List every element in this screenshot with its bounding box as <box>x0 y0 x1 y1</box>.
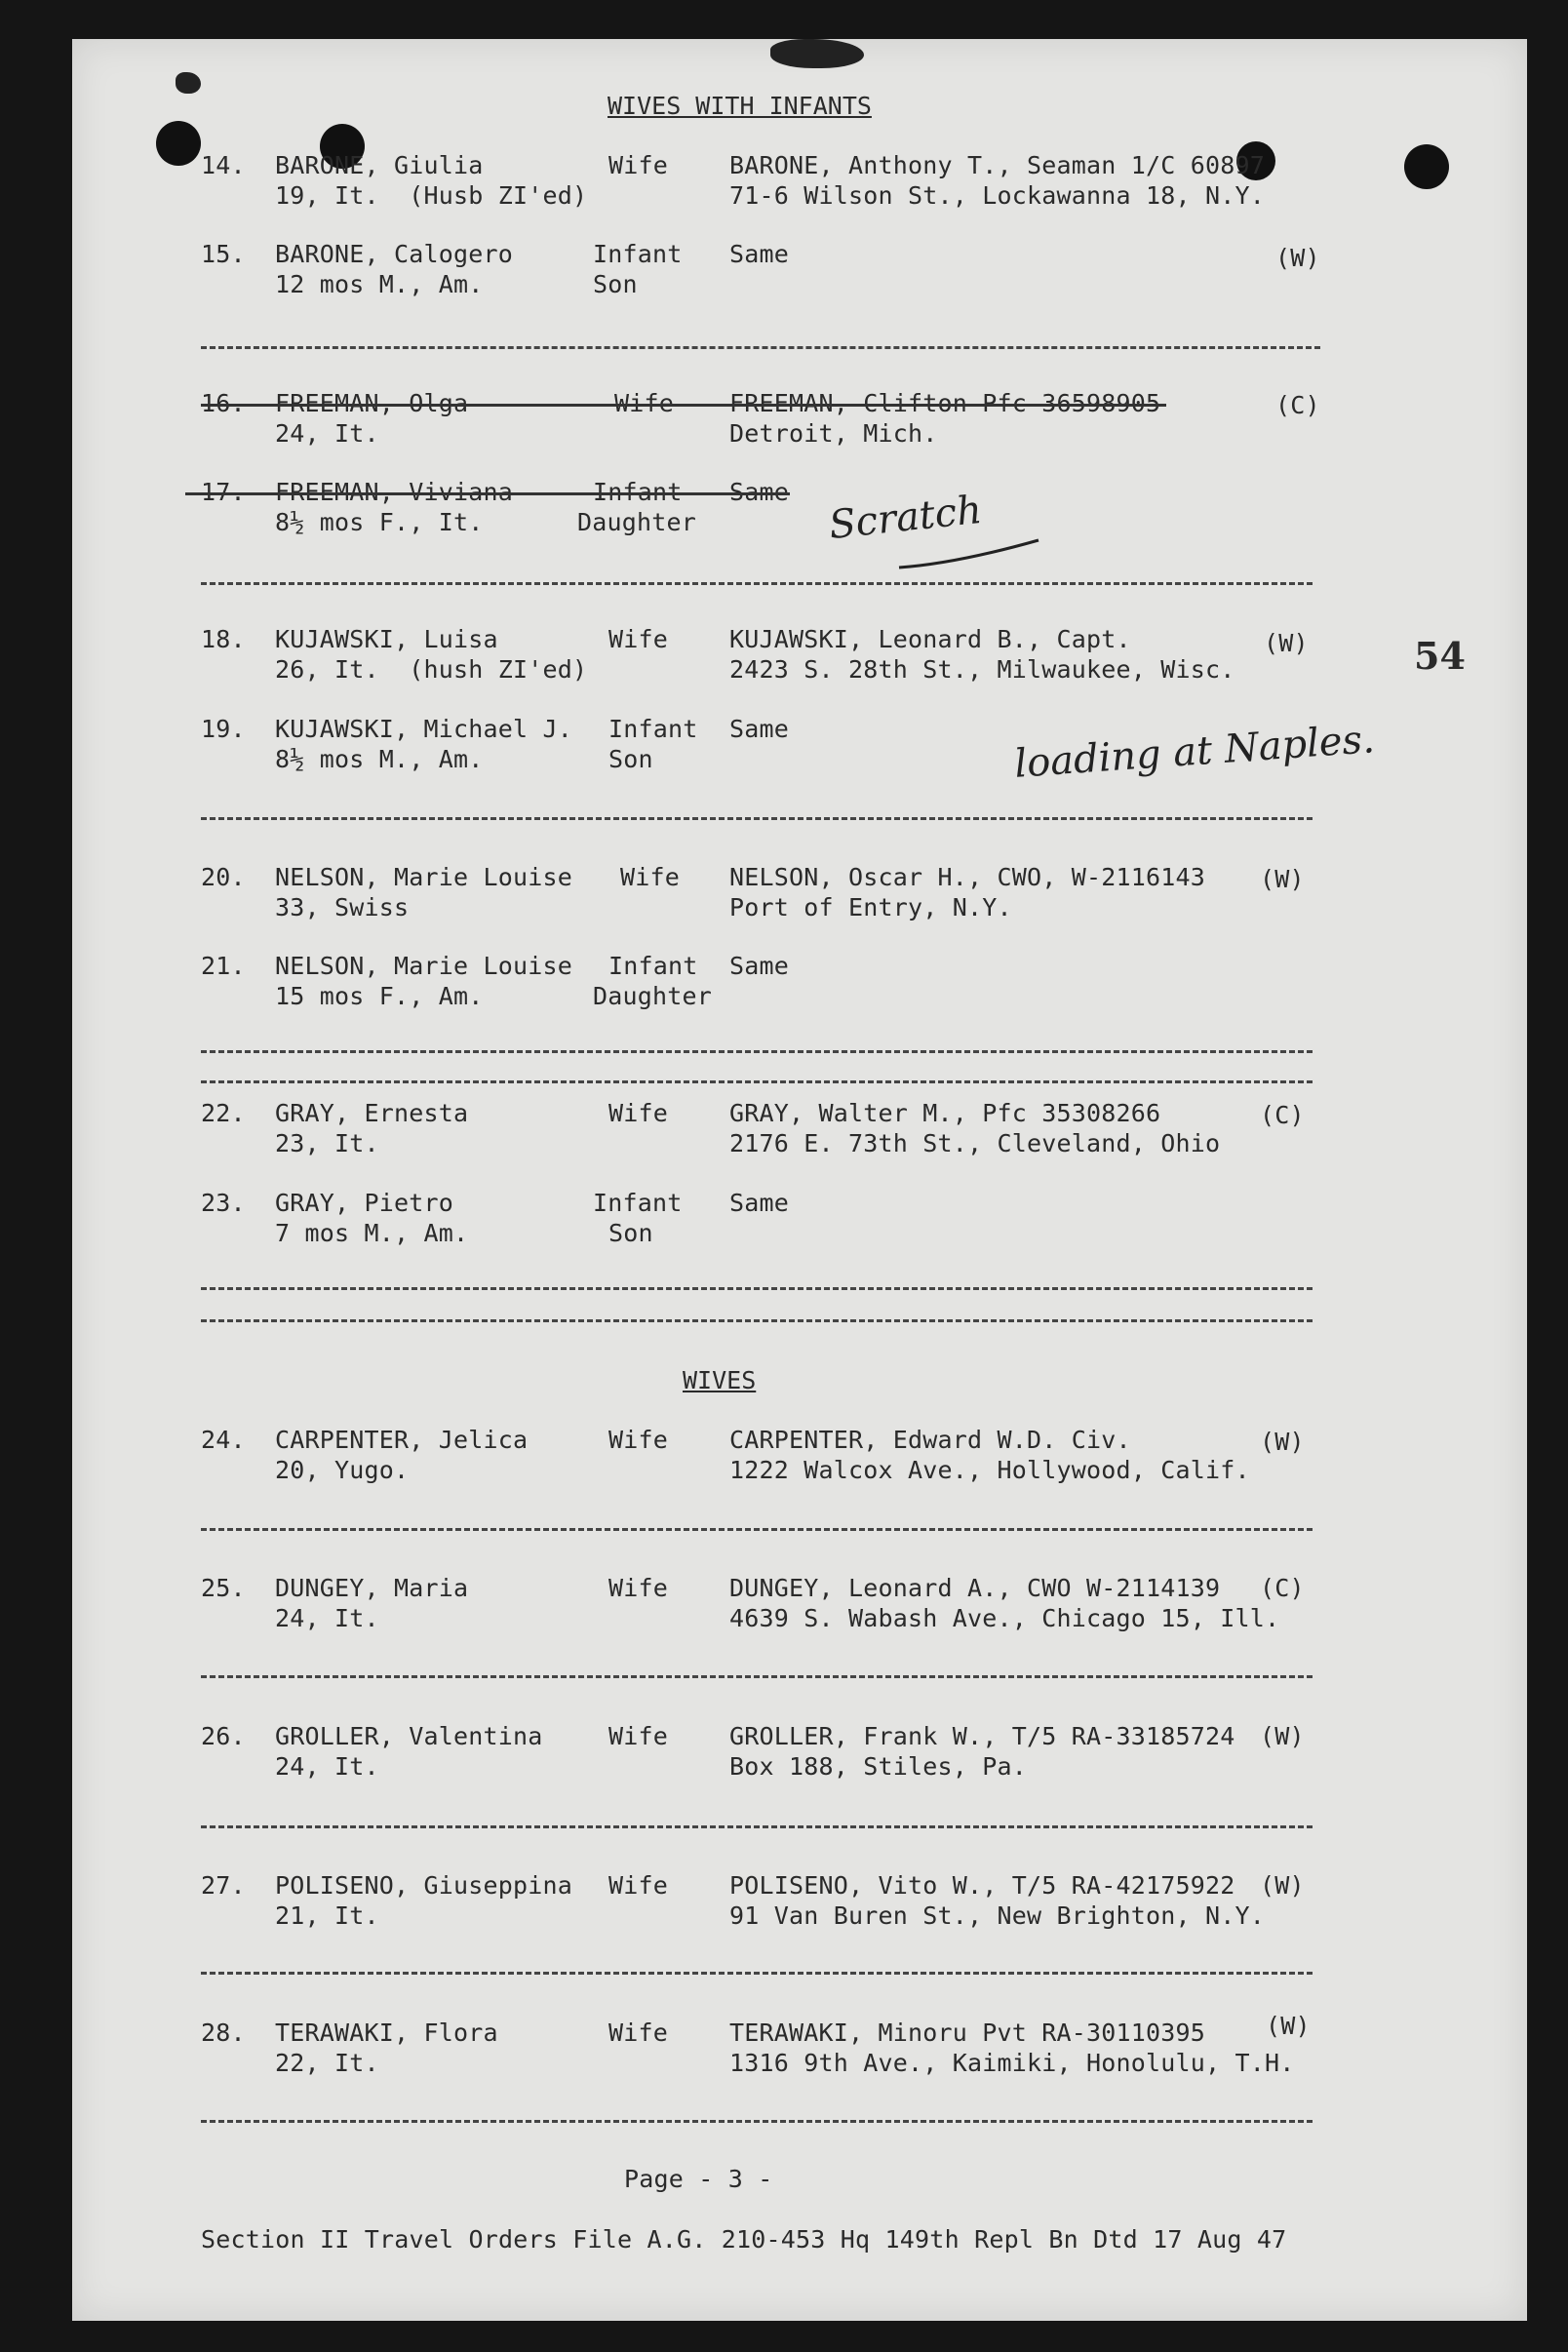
handwritten-scratch: Scratch <box>827 487 984 549</box>
entry-27-name: POLISENO, Giuseppina <box>275 1871 573 1900</box>
entry-20-name: NELSON, Marie Louise <box>275 863 573 891</box>
entry-15-name: BARONE, Calogero <box>275 240 514 268</box>
entry-26-sponsor: GROLLER, Frank W., T/5 RA-33185724 <box>729 1722 1235 1750</box>
entry-25-address: 4639 S. Wabash Ave., Chicago 15, Ill. <box>729 1604 1280 1632</box>
separator-line <box>201 1050 1313 1053</box>
separator-line <box>201 1319 1313 1322</box>
entry-19-detail: 8½ mos M., Am. <box>275 745 484 773</box>
entry-28-sponsor: TERAWAKI, Minoru Pvt RA-30110395 <box>729 2019 1206 2047</box>
entry-24-relation: Wife <box>608 1426 669 1454</box>
entry-17-detail: 8½ mos F., It. <box>275 508 484 536</box>
entry-14-relation: Wife <box>608 151 669 179</box>
entry-21-number: 21. <box>201 952 246 980</box>
entry-18-code: (W) <box>1264 629 1309 657</box>
entry-27-code: (W) <box>1260 1871 1305 1900</box>
entry-14-address: 71-6 Wilson St., Lockawanna 18, N.Y. <box>729 181 1266 210</box>
entry-15-detail: 12 mos M., Am. <box>275 270 484 298</box>
entry-19-sponsor: Same <box>729 715 790 743</box>
entry-17-relation-detail: Daughter <box>577 508 697 536</box>
entry-18-relation: Wife <box>608 625 669 653</box>
ink-smudge-left <box>176 72 201 94</box>
entry-20-sponsor: NELSON, Oscar H., CWO, W-2116143 <box>729 863 1206 891</box>
entry-17-number: 17. <box>201 478 246 506</box>
entry-22-name: GRAY, Ernesta <box>275 1099 469 1127</box>
entry-19-name: KUJAWSKI, Michael J. <box>275 715 573 743</box>
entry-26-address: Box 188, Stiles, Pa. <box>729 1752 1028 1781</box>
heading-wives-with-infants: WIVES WITH INFANTS <box>608 92 872 120</box>
entry-16-number: 16. <box>201 389 246 417</box>
entry-26-relation: Wife <box>608 1722 669 1750</box>
entry-18-detail: 26, It. (hush ZI'ed) <box>275 655 588 684</box>
entry-25-detail: 24, It. <box>275 1604 379 1632</box>
entry-23-name: GRAY, Pietro <box>275 1189 454 1217</box>
entry-25-name: DUNGEY, Maria <box>275 1574 469 1602</box>
entry-20-relation: Wife <box>620 863 681 891</box>
entry-16-relation: Wife <box>614 389 675 417</box>
entry-16-address: Detroit, Mich. <box>729 419 938 448</box>
heading-wives: WIVES <box>683 1366 757 1394</box>
entry-22-number: 22. <box>201 1099 246 1127</box>
entry-28-address: 1316 9th Ave., Kaimiki, Honolulu, T.H. <box>729 2049 1295 2077</box>
entry-15-relation: Infant <box>593 240 683 268</box>
entry-27-number: 27. <box>201 1871 246 1900</box>
entry-19-relation: Infant <box>608 715 698 743</box>
entry-27-relation: Wife <box>608 1871 669 1900</box>
document-page <box>72 39 1527 2321</box>
separator-line <box>201 1972 1313 1975</box>
entry-17-relation: Infant <box>593 478 683 506</box>
entry-17-sponsor: Same <box>729 478 790 506</box>
entry-14-sponsor: BARONE, Anthony T., Seaman 1/C 60897 <box>729 151 1266 179</box>
entry-21-relation: Infant <box>608 952 698 980</box>
entry-23-relation: Infant <box>593 1189 683 1217</box>
punch-hole-right-2 <box>1404 144 1449 189</box>
entry-22-detail: 23, It. <box>275 1129 379 1157</box>
separator-line <box>201 1080 1313 1083</box>
entry-16-sponsor: FREEMAN, Clifton Pfc 36598905 <box>729 389 1161 417</box>
entry-15-code: (W) <box>1275 244 1320 272</box>
separator-line <box>201 2120 1313 2123</box>
entry-22-address: 2176 E. 73th St., Cleveland, Ohio <box>729 1129 1221 1157</box>
scratch-underline <box>897 534 1043 573</box>
entry-27-sponsor: POLISENO, Vito W., T/5 RA-42175922 <box>729 1871 1235 1900</box>
entry-19-relation-detail: Son <box>608 745 653 773</box>
separator-line <box>201 1675 1313 1678</box>
entry-21-name: NELSON, Marie Louise <box>275 952 573 980</box>
entry-21-detail: 15 mos F., Am. <box>275 982 484 1010</box>
entry-14-detail: 19, It. (Husb ZI'ed) <box>275 181 588 210</box>
entry-15-sponsor: Same <box>729 240 790 268</box>
entry-24-code: (W) <box>1260 1428 1305 1456</box>
entry-16-name: FREEMAN, Olga <box>275 389 469 417</box>
entry-28-relation: Wife <box>608 2019 669 2047</box>
entry-18-address: 2423 S. 28th St., Milwaukee, Wisc. <box>729 655 1235 684</box>
entry-22-sponsor: GRAY, Walter M., Pfc 35308266 <box>729 1099 1161 1127</box>
entry-15-relation-detail: Son <box>593 270 638 298</box>
entry-28-number: 28. <box>201 2019 246 2047</box>
entry-25-code: (C) <box>1260 1574 1305 1602</box>
entry-26-code: (W) <box>1260 1722 1305 1750</box>
entry-27-detail: 21, It. <box>275 1901 379 1930</box>
entry-16-code: (C) <box>1275 391 1320 419</box>
entry-20-address: Port of Entry, N.Y. <box>729 893 1012 921</box>
entry-23-detail: 7 mos M., Am. <box>275 1219 469 1247</box>
entry-16-detail: 24, It. <box>275 419 379 448</box>
handwritten-loading-note: loading at Naples. <box>1012 717 1377 787</box>
entry-26-name: GROLLER, Valentina <box>275 1722 543 1750</box>
entry-21-sponsor: Same <box>729 952 790 980</box>
entry-20-detail: 33, Swiss <box>275 893 410 921</box>
entry-28-code: (W) <box>1266 2012 1311 2040</box>
entry-24-sponsor: CARPENTER, Edward W.D. Civ. <box>729 1426 1131 1454</box>
entry-18-number: 18. <box>201 625 246 653</box>
entry-28-name: TERAWAKI, Flora <box>275 2019 498 2047</box>
entry-27-address: 91 Van Buren St., New Brighton, N.Y. <box>729 1901 1266 1930</box>
entry-26-number: 26. <box>201 1722 246 1750</box>
page-label: Page - 3 - <box>624 2165 773 2193</box>
entry-24-name: CARPENTER, Jelica <box>275 1426 529 1454</box>
entry-25-relation: Wife <box>608 1574 669 1602</box>
separator-line <box>201 346 1320 349</box>
separator-line <box>201 1287 1313 1290</box>
separator-line <box>201 1528 1313 1531</box>
separator-line <box>201 582 1313 585</box>
strikethrough-line <box>185 492 790 495</box>
entry-26-detail: 24, It. <box>275 1752 379 1781</box>
entry-22-relation: Wife <box>608 1099 669 1127</box>
entry-25-sponsor: DUNGEY, Leonard A., CWO W-2114139 <box>729 1574 1221 1602</box>
entry-25-number: 25. <box>201 1574 246 1602</box>
ink-smudge-top <box>770 39 864 68</box>
entry-23-sponsor: Same <box>729 1189 790 1217</box>
entry-18-sponsor: KUJAWSKI, Leonard B., Capt. <box>729 625 1131 653</box>
entry-19-number: 19. <box>201 715 246 743</box>
strikethrough-line <box>201 404 1166 407</box>
separator-line <box>201 817 1313 820</box>
entry-23-number: 23. <box>201 1189 246 1217</box>
entry-28-detail: 22, It. <box>275 2049 379 2077</box>
entry-21-relation-detail: Daughter <box>593 982 713 1010</box>
handwritten-page-number: 54 <box>1414 634 1466 678</box>
entry-24-number: 24. <box>201 1426 246 1454</box>
entry-17-name: FREEMAN, Viviana <box>275 478 514 506</box>
entry-20-code: (W) <box>1260 865 1305 893</box>
entry-22-code: (C) <box>1260 1101 1305 1129</box>
travel-orders-footer: Section II Travel Orders File A.G. 210-453 Hq 149th Repl Bn Dtd 17 Aug 47 <box>201 2225 1287 2254</box>
entry-18-name: KUJAWSKI, Luisa <box>275 625 498 653</box>
entry-24-detail: 20, Yugo. <box>275 1456 410 1484</box>
entry-20-number: 20. <box>201 863 246 891</box>
separator-line <box>201 1825 1313 1828</box>
punch-hole-left-1 <box>156 121 201 166</box>
entry-23-relation-detail: Son <box>608 1219 653 1247</box>
entry-14-number: 14. <box>201 151 246 179</box>
entry-15-number: 15. <box>201 240 246 268</box>
entry-24-address: 1222 Walcox Ave., Hollywood, Calif. <box>729 1456 1250 1484</box>
entry-14-name: BARONE, Giulia <box>275 151 484 179</box>
